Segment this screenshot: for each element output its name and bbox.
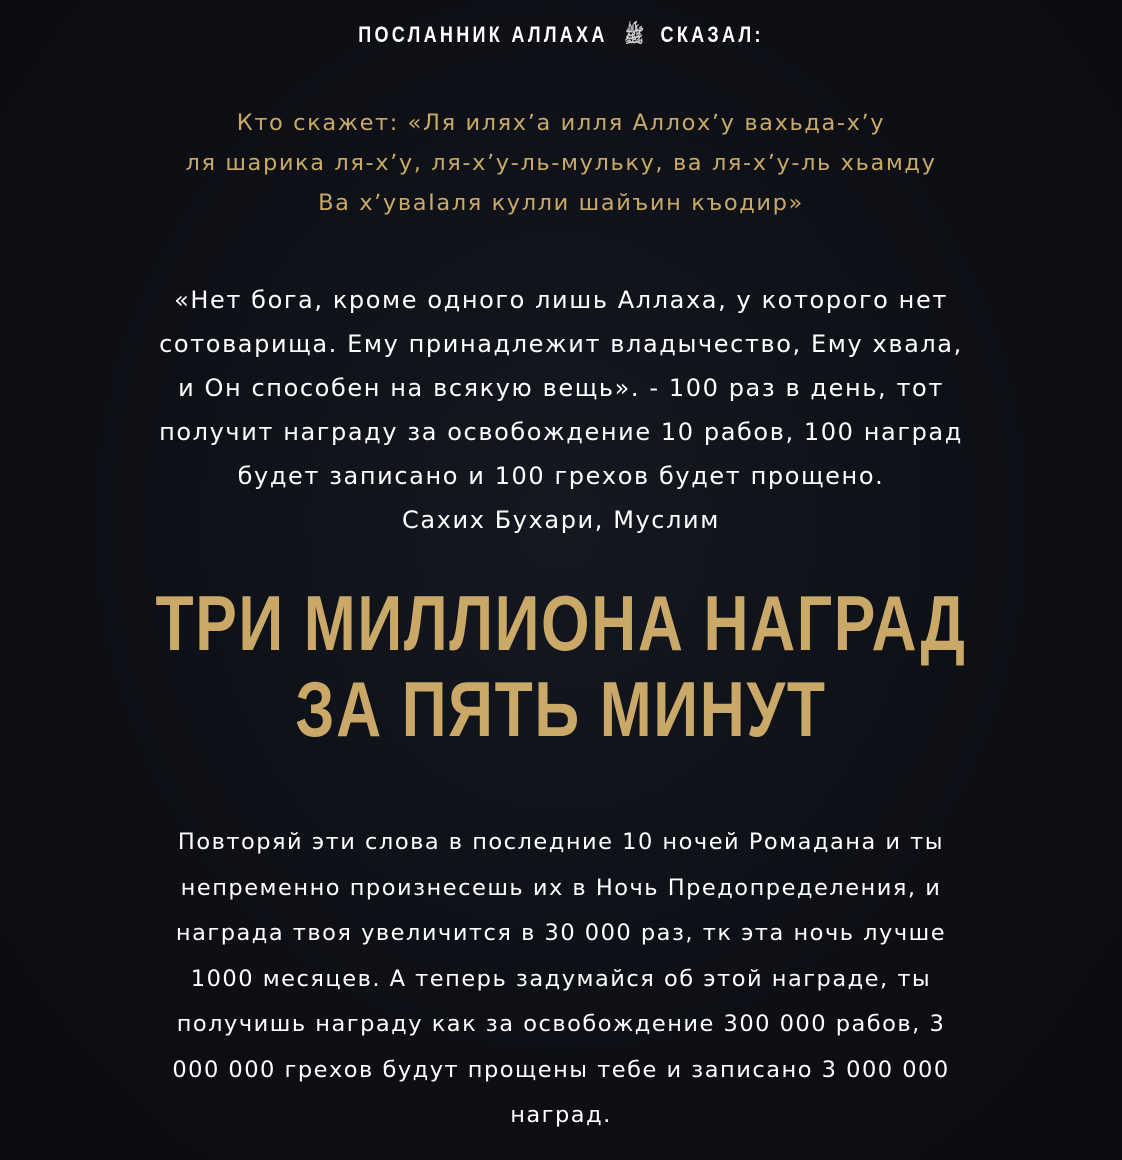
- translation-line: и Он способен на всякую вещь». - 100 раз в день, тот: [178, 374, 944, 402]
- body-line: 1000 месяцев. А теперь задумайся об этой награде, ты: [190, 965, 932, 992]
- translation-text: [40, 278, 1082, 542]
- body-line: Повторяй эти слова в последние 10 ночей Ромадана и ты: [177, 829, 945, 855]
- header-left-text: ПОСЛАННИК АЛЛАХА: [358, 22, 608, 47]
- translation-line: сотоварища. Ему принадлежит владычество, Ему хвала,: [159, 330, 963, 358]
- header-right-text: СКАЗАЛ:: [660, 22, 764, 47]
- body-line: непременно произнесешь их в Ночь Предопределения, и: [180, 874, 942, 901]
- source-citation: Сахих Бухари, Муслим: [402, 506, 720, 534]
- body-line: награда твоя увеличится в 30 000 раз, тк эта ночь лучше: [175, 920, 947, 946]
- translation-line: получит награду за освобождение 10 рабов, 100 наград: [159, 418, 963, 446]
- dhikr-line: Кто скажет: «Ля иляхʼа илля Аллохʼу вахьда-хʼу: [236, 110, 886, 136]
- headline: [40, 580, 1082, 752]
- dhikr-line: Ва хʼуваӀаля кулли шайъин къодир»: [318, 190, 804, 216]
- body-line: наград.: [510, 1102, 612, 1128]
- body-text: [40, 820, 1082, 1139]
- headline-line: ЗА ПЯТЬ МИНУТ: [295, 665, 827, 753]
- translation-line: «Нет бога, кроме одного лишь Аллаха, у которого нет: [174, 286, 948, 314]
- body-line: 000 000 грехов будут прощены тебе и записано 3 000 000: [172, 1056, 950, 1083]
- dhikr-text: [40, 103, 1082, 223]
- dhikr-line: ля шарика ля-хʼу, ля-хʼу-ль-мульку, ва ля-хʼу-ль хьамду: [185, 150, 937, 176]
- header: [101, 22, 1021, 52]
- headline-line: ТРИ МИЛЛИОНА НАГРАД: [155, 579, 967, 667]
- translation-line: будет записано и 100 грехов будет прощено.: [237, 462, 885, 490]
- body-line: получишь награду как за освобождение 300 000 рабов, 3: [176, 1011, 946, 1037]
- salawat-seal-icon: ﷺ: [624, 25, 645, 47]
